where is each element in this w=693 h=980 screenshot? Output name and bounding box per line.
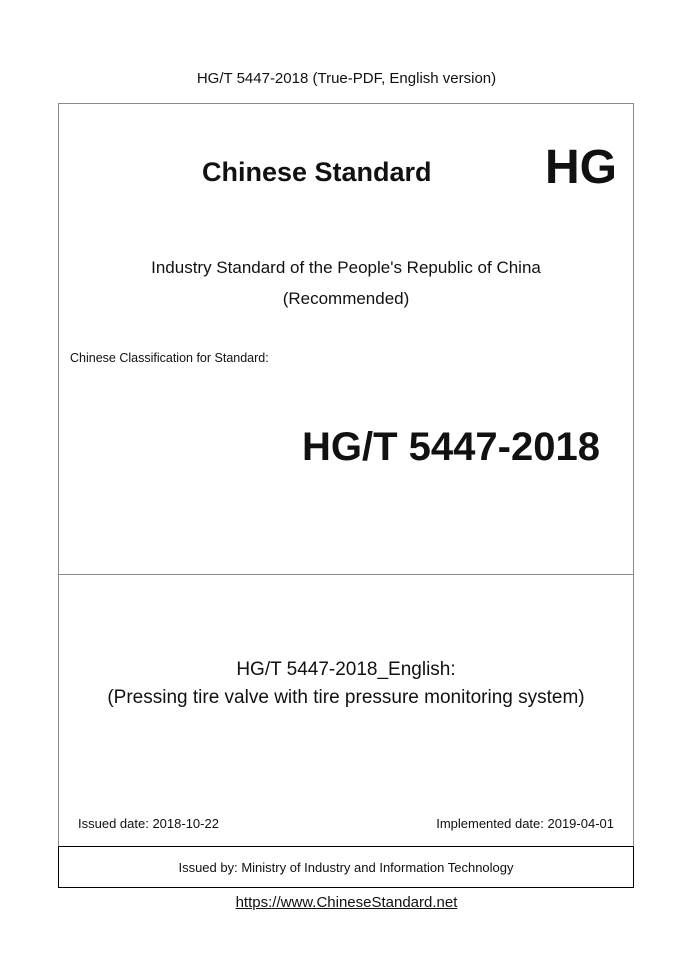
english-title: HG/T 5447-2018_English: [236, 659, 456, 680]
cover-frame [58, 103, 634, 888]
website-link[interactable]: https://www.ChineseStandard.net [235, 894, 458, 911]
issuing-body-line: Industry Standard of the People's Republic of China [151, 258, 541, 277]
issued-by-text: Issued by: Ministry of Industry and Information Technology [178, 859, 514, 875]
standard-mark: HG [545, 141, 617, 194]
standard-number: HG/T 5447-2018 [302, 425, 600, 469]
classification-label: Chinese Classification for Standard: [70, 351, 269, 365]
implemented-date: Implemented date: 2019-04-01 [436, 816, 614, 831]
cover-divider [58, 574, 634, 575]
issued-by-box [58, 846, 634, 888]
issued-date: Issued date: 2018-10-22 [78, 816, 219, 831]
cover-title: Chinese Standard [202, 157, 432, 187]
english-subtitle: (Pressing tire valve with tire pressure monitoring system) [107, 687, 585, 708]
recommended-label: (Recommended) [282, 289, 410, 308]
page-header: HG/T 5447-2018 (True-PDF, English version) [196, 70, 497, 87]
